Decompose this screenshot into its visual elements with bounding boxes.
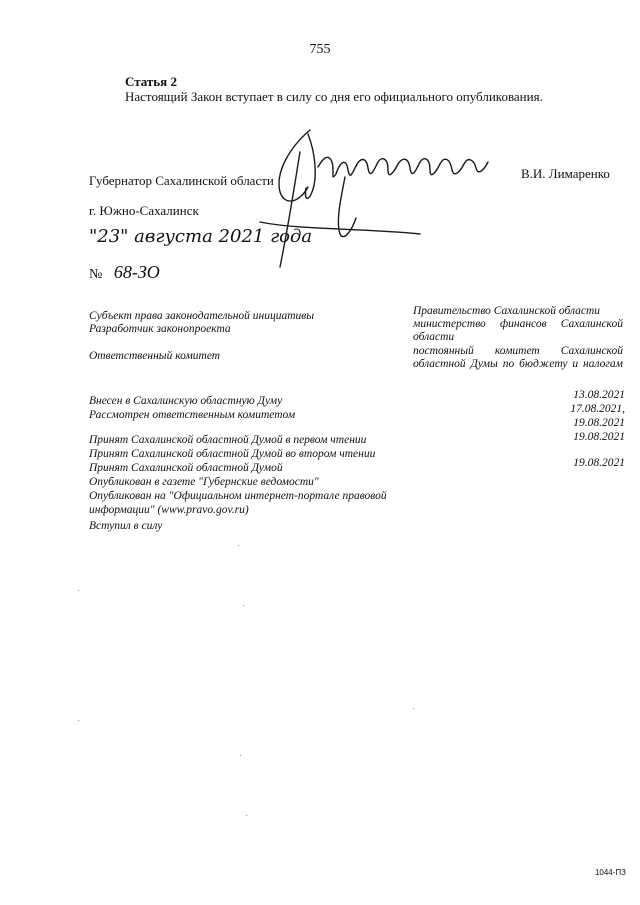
number-label: № bbox=[89, 267, 103, 282]
footer-code: 1044-ПЗ bbox=[594, 868, 626, 877]
governor-signature bbox=[240, 122, 510, 272]
meta-subject-label: Субъект права законодательной инициативы bbox=[89, 310, 315, 322]
governor-title: Губернатор Сахалинской области bbox=[89, 173, 274, 188]
scan-speck bbox=[238, 545, 239, 546]
meta-submitted-label: Внесен в Сахалинскую областную Думу bbox=[89, 395, 283, 407]
law-number: 68-ЗО bbox=[113, 262, 160, 282]
meta-developer-label: Разработчик законопроекта bbox=[89, 323, 231, 335]
meta-considered-label: Рассмотрен ответственным комитетом bbox=[89, 409, 296, 421]
scan-speck bbox=[243, 605, 244, 606]
meta-first-reading-label: Принят Сахалинской областной Думой в первом чтении bbox=[89, 434, 367, 446]
dates-column bbox=[500, 388, 625, 444]
date-first-reading: 19.08.2021 bbox=[573, 431, 625, 443]
meta-subject-value: Правительство Сахалинской области bbox=[413, 305, 601, 317]
meta-developer-value: министерство финансов Сахалинской области bbox=[413, 318, 623, 343]
governor-name: В.И. Лимаренко bbox=[521, 166, 610, 181]
law-number-line bbox=[89, 262, 160, 283]
article-title: Статья 2 bbox=[125, 74, 177, 89]
meta-published-gazette-label: Опубликован в газете "Губернские ведомости" bbox=[89, 476, 319, 488]
scan-speck bbox=[246, 815, 247, 816]
signing-date: "23" августа 2021 года bbox=[89, 226, 313, 247]
meta-adopted-label: Принят Сахалинской областной Думой bbox=[89, 462, 283, 474]
signing-city: г. Южно-Сахалинск bbox=[89, 203, 199, 218]
date-considered-1: 17.08.2021, bbox=[570, 403, 625, 415]
meta-second-reading-label: Принят Сахалинской областной Думой во втором чтении bbox=[89, 448, 376, 460]
scan-speck bbox=[78, 720, 79, 721]
page-number: 755 bbox=[309, 42, 331, 57]
meta-published-portal-label-2: информации" (www.pravo.gov.ru) bbox=[89, 504, 249, 516]
scan-speck bbox=[240, 755, 241, 756]
scan-speck bbox=[413, 708, 414, 709]
meta-entered-force-label: Вступил в силу bbox=[89, 520, 163, 532]
meta-committee-label: Ответственный комитет bbox=[89, 350, 221, 362]
date-submitted: 13.08.2021 bbox=[573, 389, 625, 401]
meta-committee-value: постоянный комитет Сахалинской областной Думы по бюджету и налогам bbox=[413, 345, 623, 370]
scan-speck bbox=[78, 590, 79, 591]
date-adopted: 19.08.2021 bbox=[573, 457, 625, 469]
meta-published-portal-label-1: Опубликован на "Официальном интернет-портале правовой bbox=[89, 490, 387, 502]
date-considered-2: 19.08.2021 bbox=[573, 417, 625, 429]
article-body: Настоящий Закон вступает в силу со дня его официального опубликования. bbox=[125, 89, 543, 104]
